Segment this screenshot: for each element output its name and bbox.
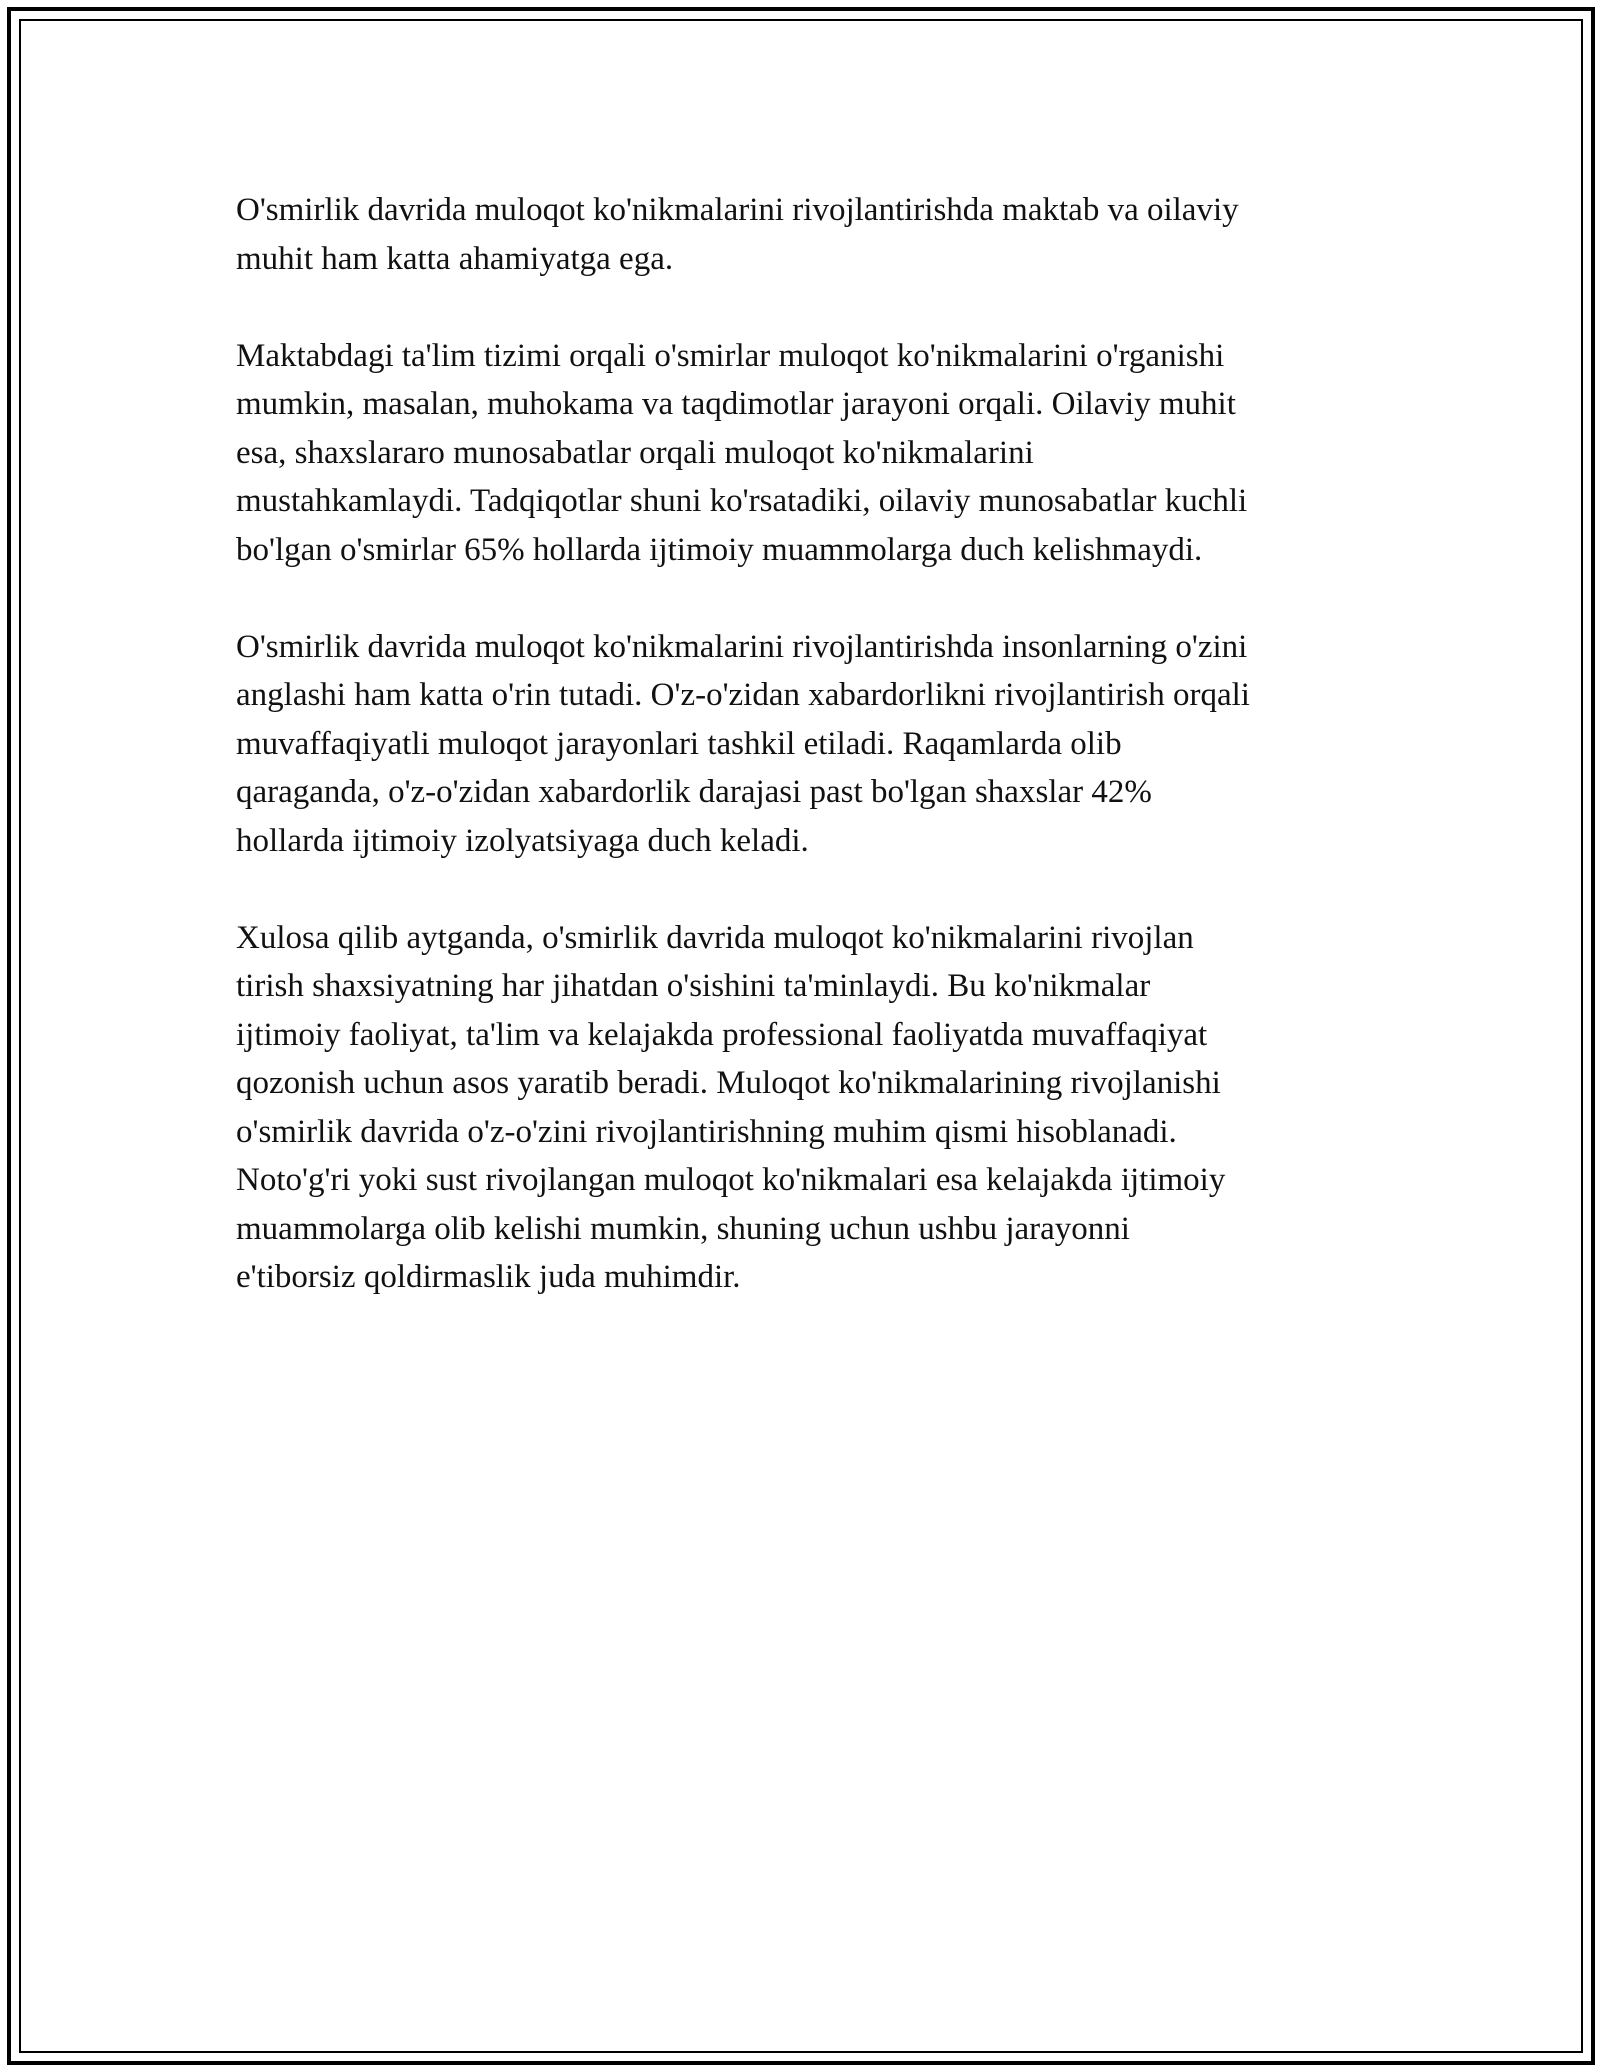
paragraph-line: qaraganda, o'z-o'zidan xabardorlik darajasi past bo'lgan shaxslar 42% xyxy=(236,774,1152,810)
paragraph-line: Noto'g'ri yoki sust rivojlangan muloqot ko'nikmalari esa kelajakda ijtimoiy xyxy=(236,1162,1226,1198)
paragraph-line: Maktabdagi ta'lim tizimi orqali o'smirlar muloqot ko'nikmalarini o'rganishi xyxy=(236,337,1225,374)
paragraph-line: o'smirlik davrida o'z-o'zini rivojlantirishning muhim qismi hisoblanadi. xyxy=(236,1113,1177,1150)
paragraph-line: ijtimoiy faoliyat, ta'lim va kelajakda professional faoliyatda muvaffaqiyat xyxy=(236,1016,1208,1053)
paragraph-line: qozonish uchun asos yaratib beradi. Muloqot ko'nikmalarining rivojlanishi xyxy=(236,1065,1221,1101)
paragraph-4 xyxy=(236,914,1376,1302)
paragraph-line: esa, shaxslararo munosabatlar orqali muloqot ko'nikmalarini xyxy=(236,434,1034,471)
paragraph-line: e'tiborsiz qoldirmaslik juda muhimdir. xyxy=(236,1259,741,1295)
paragraph-line: Xulosa qilib aytganda, o'smirlik davrida muloqot ko'nikmalarini rivojlan xyxy=(236,919,1194,956)
paragraph-line: bo'lgan o'smirlar 65% hollarda ijtimoiy muammolarga duch kelishmaydi. xyxy=(236,531,1203,568)
paragraph-line: mustahkamlaydi. Tadqiqotlar shuni ko'rsatadiki, oilaviy munosabatlar kuchli xyxy=(236,483,1248,519)
paragraph-line: muhit ham katta ahamiyatga ega. xyxy=(236,240,674,277)
paragraph-line: O'smirlik davrida muloqot ko'nikmalarini rivojlantirishda maktab va oilaviy xyxy=(236,192,1239,228)
paragraph-line: O'smirlik davrida muloqot ko'nikmalarini rivojlantirishda insonlarning o'zini xyxy=(236,628,1248,665)
paragraph-line: muvaffaqiyatli muloqot jarayonlari tashkil etiladi. Raqamlarda olib xyxy=(236,725,1122,762)
paragraph-line: mumkin, masalan, muhokama va taqdimotlar jarayoni orqali. Oilaviy muhit xyxy=(236,386,1236,422)
paragraph-1 xyxy=(236,186,1376,283)
paragraph-2 xyxy=(236,332,1376,575)
paragraph-line: hollarda ijtimoiy izolyatsiyaga duch keladi. xyxy=(236,822,809,859)
document-body xyxy=(236,186,1376,1350)
paragraph-line: tirish shaxsiyatning har jihatdan o'sishini ta'minlaydi. Bu ko'nikmalar xyxy=(236,968,1151,1004)
paragraph-3 xyxy=(236,623,1376,866)
paragraph-line: anglashi ham katta o'rin tutadi. O'z-o'zidan xabardorlikni rivojlantirish orqali xyxy=(236,677,1250,713)
paragraph-line: muammolarga olib kelishi mumkin, shuning uchun ushbu jarayonni xyxy=(236,1210,1130,1247)
